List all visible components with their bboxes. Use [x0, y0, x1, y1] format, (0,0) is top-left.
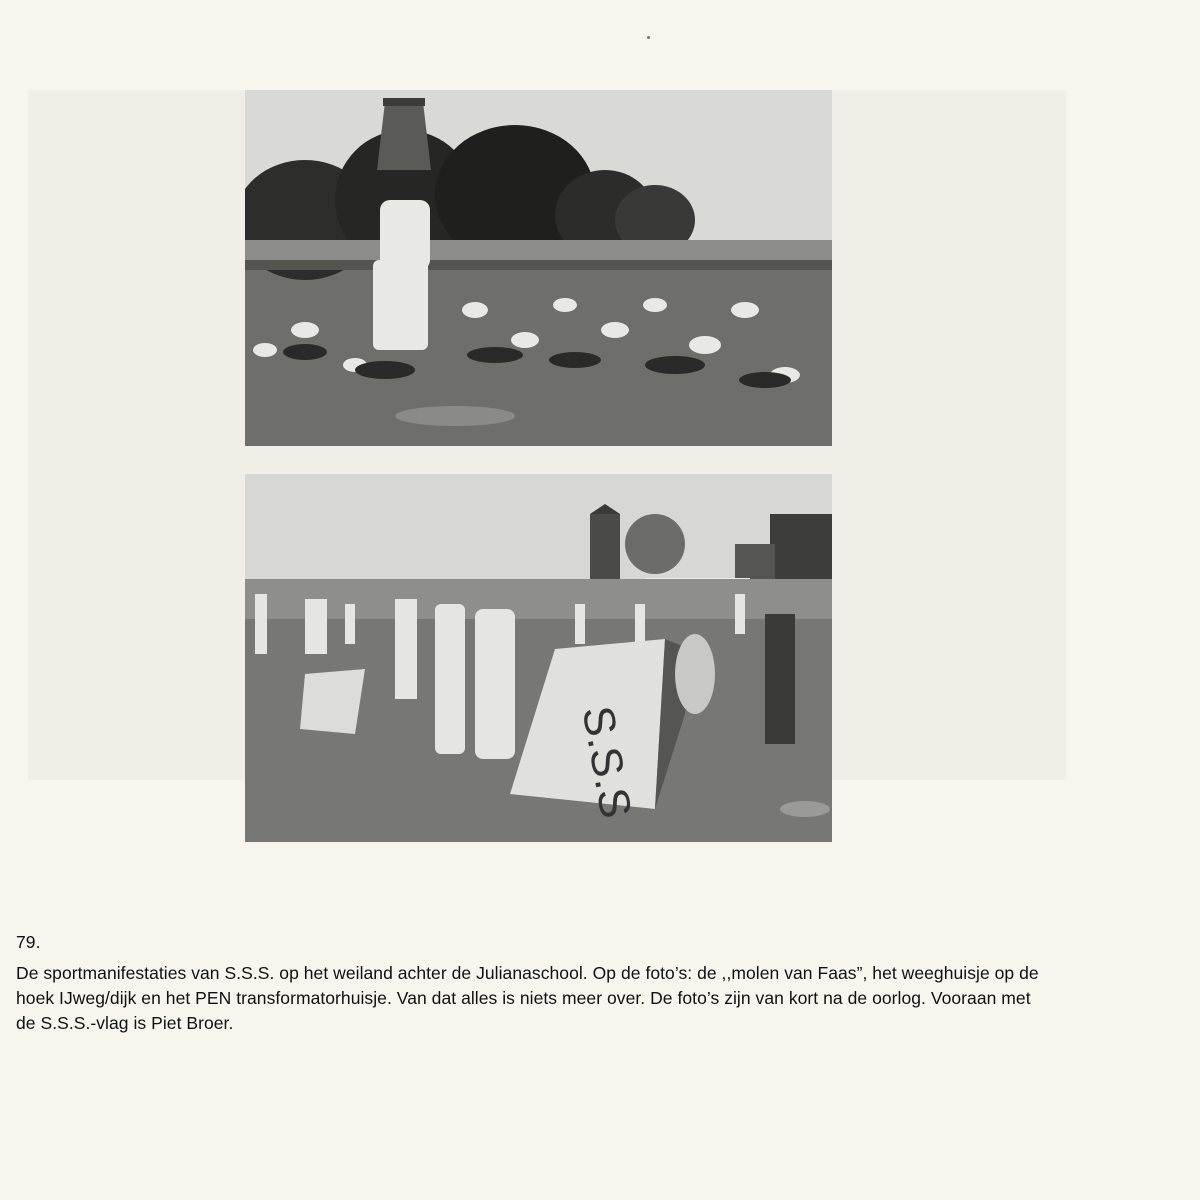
photo-flag-parade-image [245, 474, 832, 842]
photo-gymnastics-image [245, 90, 832, 446]
photo-gymnastics-windmill [245, 90, 832, 446]
weighhouse-building [590, 514, 620, 584]
caption-number: 79. [16, 932, 41, 952]
flag-text: S.S.S [572, 702, 641, 822]
paper-speck [647, 36, 650, 39]
photo-flag-parade [245, 474, 832, 842]
photo-caption [16, 930, 1046, 1036]
windmill-tower [377, 102, 431, 170]
standing-man [765, 614, 795, 744]
caption-text: De sportmanifestaties van S.S.S. op het weiland achter de Julianaschool. Op de foto’s: de ,,molen van Faas”, het weeghuisje op de hoek IJweg/dijk en het PEN transformatorhuisje. Van dat alles is niets meer over. De foto’s zijn van kort na de oorlog. Vooraan met de S.S.S.-vlag is Piet Broer. [16, 963, 1039, 1033]
